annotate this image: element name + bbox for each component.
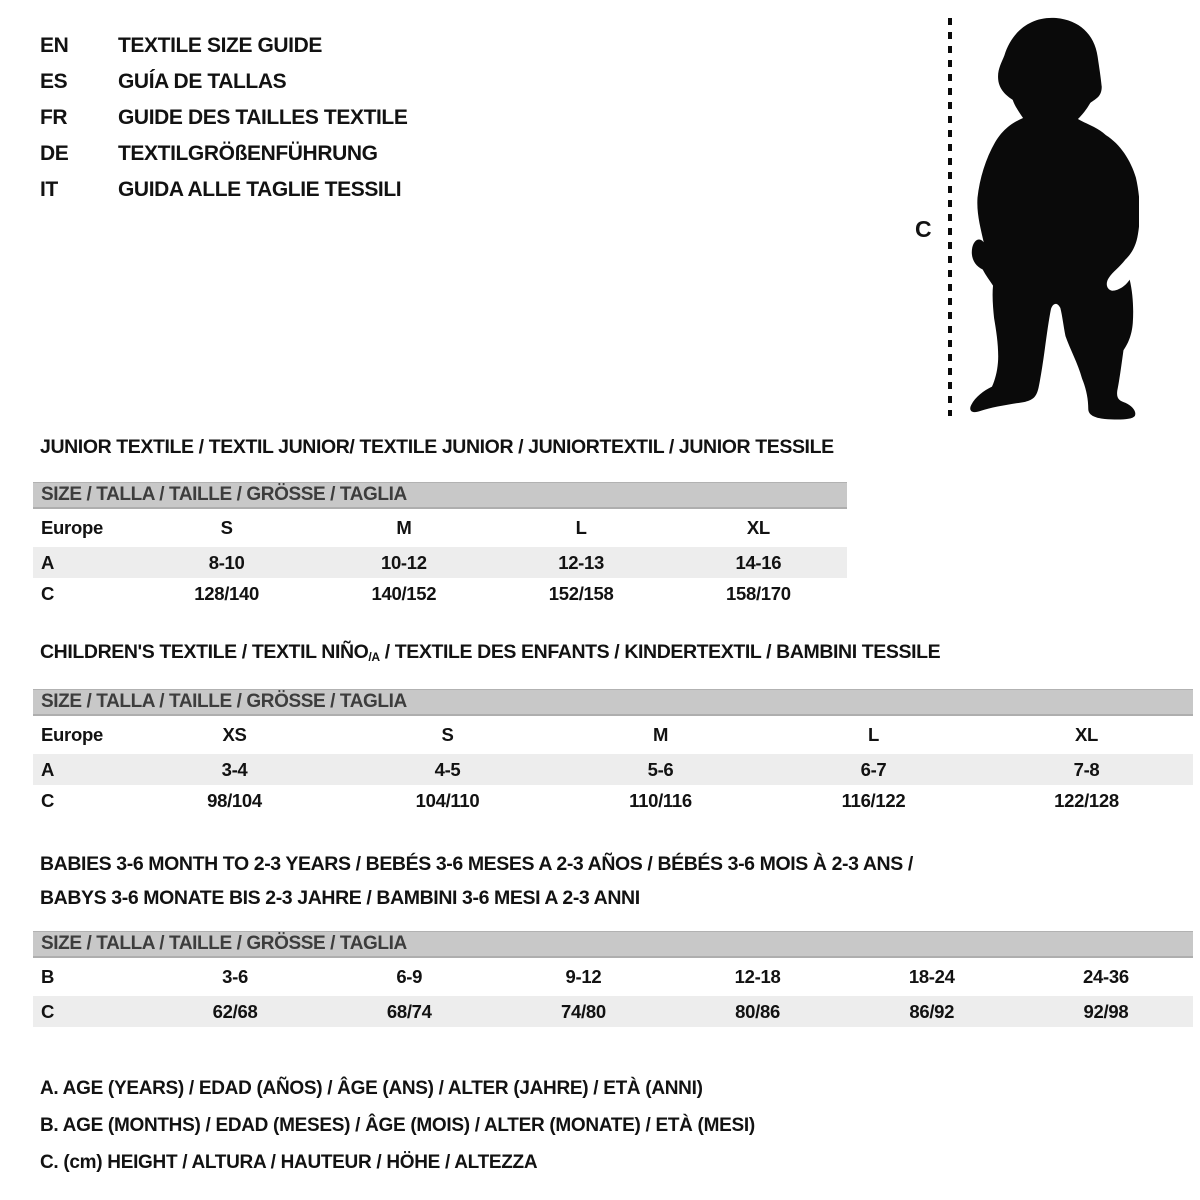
children-size-table [33, 689, 1193, 816]
babies-title-line1: BABIES 3-6 MONTH TO 2-3 YEARS / BEBÉS 3-6 MESES A 2-3 AÑOS / BÉBÉS 3-6 MOIS À 2-3 ANS / [40, 853, 913, 875]
age-cell: 3-6 [222, 966, 248, 987]
row-label: C [41, 582, 55, 604]
table-row-age-months [33, 958, 1193, 996]
junior-section-title: JUNIOR TEXTILE / TEXTIL JUNIOR/ TEXTILE JUNIOR / JUNIORTEXTIL / JUNIOR TESSILE [40, 436, 834, 458]
age-cell: 14-16 [735, 551, 782, 573]
children-title-subscript: /A [368, 650, 380, 665]
language-code: DE [40, 142, 69, 165]
height-dashed-line [948, 18, 952, 416]
height-cell: 80/86 [735, 1000, 780, 1022]
size-cell: S [220, 517, 233, 538]
language-row-it [40, 172, 407, 208]
age-cell: 3-4 [221, 758, 248, 780]
toddler-silhouette-image [963, 16, 1139, 420]
height-cell: 92/98 [1083, 1000, 1129, 1022]
babies-section-title [40, 847, 913, 915]
height-cell: 110/116 [629, 789, 692, 811]
size-cell: S [441, 724, 454, 745]
table-row-age [33, 547, 847, 578]
guide-title-es: GUÍA DE TALLAS [118, 70, 287, 93]
height-cell: 86/92 [909, 1000, 955, 1022]
height-cell: 62/68 [212, 1000, 258, 1022]
children-title-suffix: / TEXTILE DES ENFANTS / KINDERTEXTIL / BAMBINI TESSILE [379, 641, 941, 663]
age-cell: 6-9 [396, 966, 423, 987]
language-code: FR [40, 106, 68, 129]
table-row-height [33, 578, 847, 609]
height-cell: 152/158 [548, 582, 614, 604]
size-cell: L [575, 517, 587, 538]
table-row-height [33, 785, 1193, 816]
row-label: B [41, 966, 55, 987]
children-size-header-bar: SIZE / TALLA / TAILLE / GRÖSSE / TAGLIA [33, 689, 1193, 716]
legend-line-b: B. AGE (MONTHS) / EDAD (MESES) / ÂGE (MOIS) / ALTER (MONATE) / ETÀ (MESI) [40, 1114, 755, 1136]
height-cell: 98/104 [207, 789, 262, 811]
guide-title-de: TEXTILGRÖßENFÜHRUNG [118, 142, 378, 165]
size-cell: XL [746, 517, 770, 538]
row-label: C [41, 789, 55, 811]
language-code: EN [40, 34, 69, 57]
age-cell: 5-6 [647, 758, 674, 780]
age-cell: 12-18 [734, 966, 781, 987]
size-cell: XS [222, 724, 247, 745]
height-cell: 104/110 [415, 789, 480, 811]
language-row-es [40, 64, 407, 100]
row-label: A [41, 758, 55, 780]
table-row-height [33, 996, 1193, 1027]
age-cell: 4-5 [434, 758, 461, 780]
language-code: IT [40, 178, 58, 201]
junior-size-table [33, 482, 847, 609]
table-row-europe [33, 716, 1193, 754]
age-cell: 6-7 [860, 758, 887, 780]
height-cell: 128/140 [194, 582, 260, 604]
table-row-europe [33, 509, 847, 547]
language-code: ES [40, 70, 68, 93]
height-cell: 74/80 [561, 1000, 606, 1022]
height-cell: 122/128 [1054, 789, 1119, 811]
children-title-prefix: CHILDREN'S TEXTILE / TEXTIL NIÑO [40, 641, 369, 663]
table-row-age [33, 754, 1193, 785]
row-label: C [41, 1000, 55, 1022]
babies-title-line2: BABYS 3-6 MONATE BIS 2-3 JAHRE / BAMBINI 3-6 MESI A 2-3 ANNI [40, 887, 640, 909]
age-cell: 12-13 [558, 551, 605, 573]
row-label: Europe [41, 517, 103, 538]
legend-line-a: A. AGE (YEARS) / EDAD (AÑOS) / ÂGE (ANS) / ALTER (JAHRE) / ETÀ (ANNI) [40, 1077, 703, 1099]
size-cell: L [867, 724, 879, 745]
age-cell: 9-12 [565, 966, 602, 987]
age-cell: 18-24 [908, 966, 955, 987]
children-section-title [40, 641, 940, 664]
language-title-list [40, 28, 407, 208]
guide-title-it: GUIDA ALLE TAGLIE TESSILI [118, 178, 402, 201]
babies-size-header-bar: SIZE / TALLA / TAILLE / GRÖSSE / TAGLIA [33, 931, 1193, 958]
size-cell: M [652, 724, 669, 745]
row-label: A [41, 551, 55, 573]
height-cell: 158/170 [725, 582, 791, 604]
height-cell: 116/122 [841, 789, 906, 811]
height-cell: 140/152 [371, 582, 437, 604]
legend-line-c: C. (cm) HEIGHT / ALTURA / HAUTEUR / HÖHE / ALTEZZA [40, 1151, 538, 1173]
junior-size-header-bar: SIZE / TALLA / TAILLE / GRÖSSE / TAGLIA [33, 482, 847, 509]
guide-title-en: TEXTILE SIZE GUIDE [118, 34, 322, 57]
size-cell: XL [1074, 724, 1099, 745]
language-row-de [40, 136, 407, 172]
measurement-legend [40, 1070, 755, 1181]
measure-c-label: C [915, 216, 932, 242]
language-row-fr [40, 100, 407, 136]
age-cell: 7-8 [1073, 758, 1100, 780]
language-row-en [40, 28, 407, 64]
row-label: Europe [41, 724, 103, 745]
height-cell: 68/74 [386, 1000, 432, 1022]
guide-title-fr: GUIDE DES TAILLES TEXTILE [118, 106, 408, 129]
babies-size-table [33, 931, 1193, 1027]
age-cell: 24-36 [1083, 966, 1129, 987]
size-cell: M [396, 517, 412, 538]
age-cell: 8-10 [208, 551, 245, 573]
age-cell: 10-12 [380, 551, 427, 573]
